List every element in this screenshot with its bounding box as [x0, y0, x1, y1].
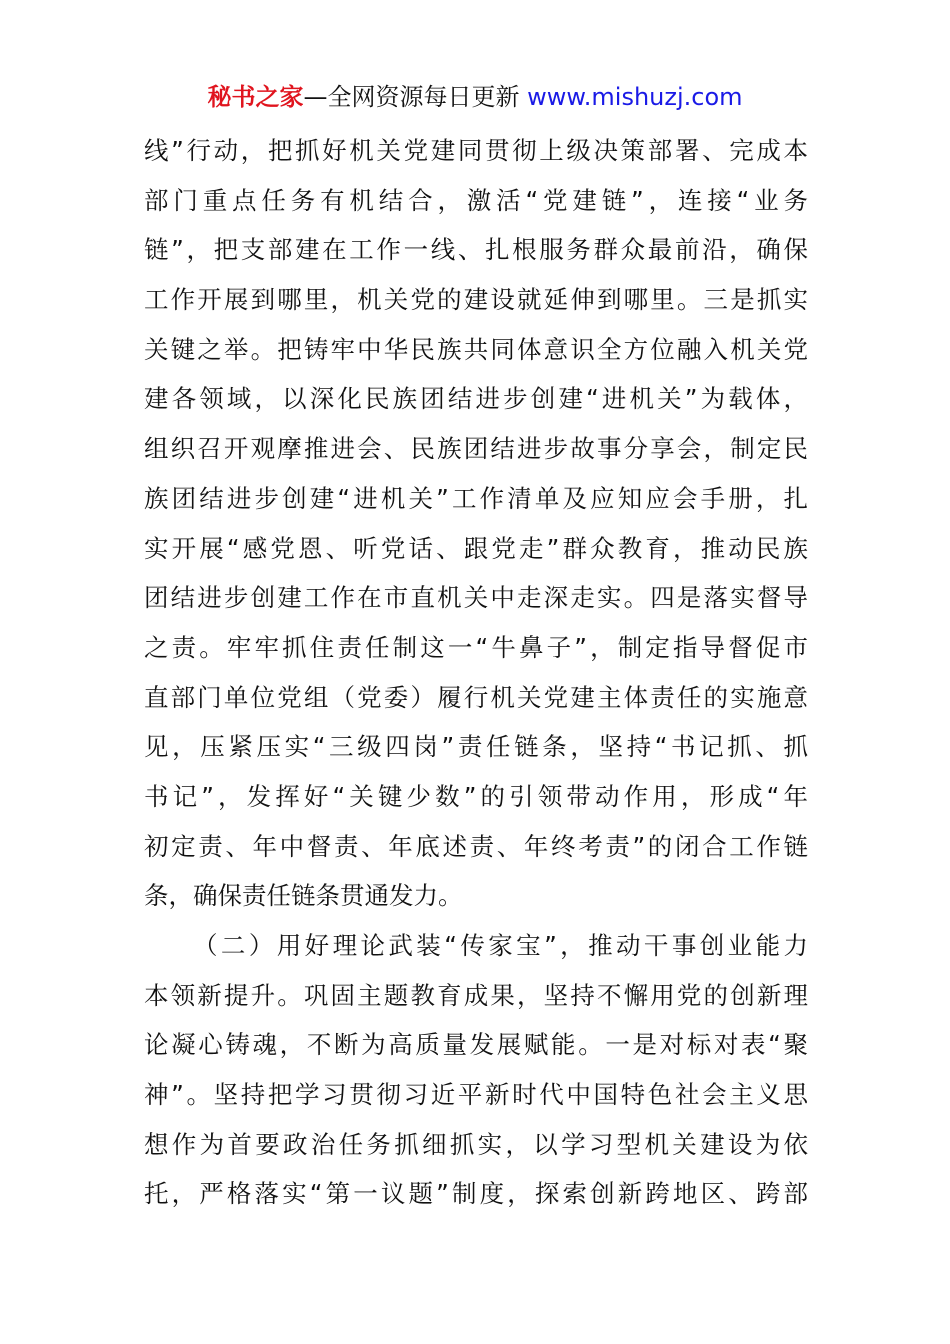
text-line: 直部门单位党组（党委）履行机关党建主体责任的实施意 [144, 682, 808, 712]
site-url[interactable]: www.mishuzj.com [527, 83, 743, 111]
text-line: 托，严格落实“第一议题”制度，探索创新跨地区、跨部 [144, 1179, 808, 1209]
text-line: 链”，把支部建在工作一线、扎根服务群众最前沿，确保 [144, 235, 808, 265]
text-line: 想作为首要政治任务抓细抓实，以学习型机关建设为依 [144, 1129, 808, 1159]
text-line: 本领新提升。巩固主题教育成果，坚持不懈用党的创新理 [144, 980, 808, 1010]
text-line: 书记”，发挥好“关键少数”的引领带动作用，形成“年 [144, 781, 808, 811]
text-line: 见，压紧压实“三级四岗”责任链条，坚持“书记抓、抓 [144, 732, 808, 762]
text-line: 线”行动，把抓好机关党建同贯彻上级决策部署、完成本 [144, 136, 808, 165]
text-line: 之责。牢牢抓住责任制这一“牛鼻子”，制定指导督促市 [144, 632, 808, 662]
text-line: 实开展“感党恩、听党话、跟党走”群众教育，推动民族 [144, 533, 808, 563]
text-line: 神”。坚持把学习贯彻习近平新时代中国特色社会主义思 [144, 1080, 808, 1110]
paragraph-end-line: 条，确保责任链条贯通发力。 [144, 881, 463, 911]
brand-name: 秘书之家 [207, 83, 304, 111]
text-line: 建各领域，以深化民族团结进步创建“进机关”为载体， [144, 384, 808, 414]
text-line: 工作开展到哪里，机关党的建设就延伸到哪里。三是抓实 [144, 285, 808, 315]
document-body [144, 126, 808, 1219]
text-line: 族团结进步创建“进机关”工作清单及应知应会手册，扎 [144, 483, 808, 513]
text-line: 部门重点任务有机结合，激活“党建链”，连接“业务 [144, 185, 808, 215]
text-line: 初定责、年中督责、年底述责、年终考责”的闭合工作链 [144, 831, 808, 861]
header-tagline: —全网资源每日更新 [303, 83, 520, 111]
document-header [0, 80, 950, 114]
text-line: 团结进步创建工作在市直机关中走深走实。四是落实督导 [144, 583, 808, 613]
text-line: 论凝心铸魂，不断为高质量发展赋能。一是对标对表“聚 [144, 1030, 808, 1060]
text-line: 关键之举。把铸牢中华民族共同体意识全方位融入机关党 [144, 334, 808, 364]
text-line: 组织召开观摩推进会、民族团结进步故事分享会，制定民 [144, 434, 808, 464]
section-heading-line: （二）用好理论武装“传家宝”，推动干事创业能力 [193, 931, 808, 960]
